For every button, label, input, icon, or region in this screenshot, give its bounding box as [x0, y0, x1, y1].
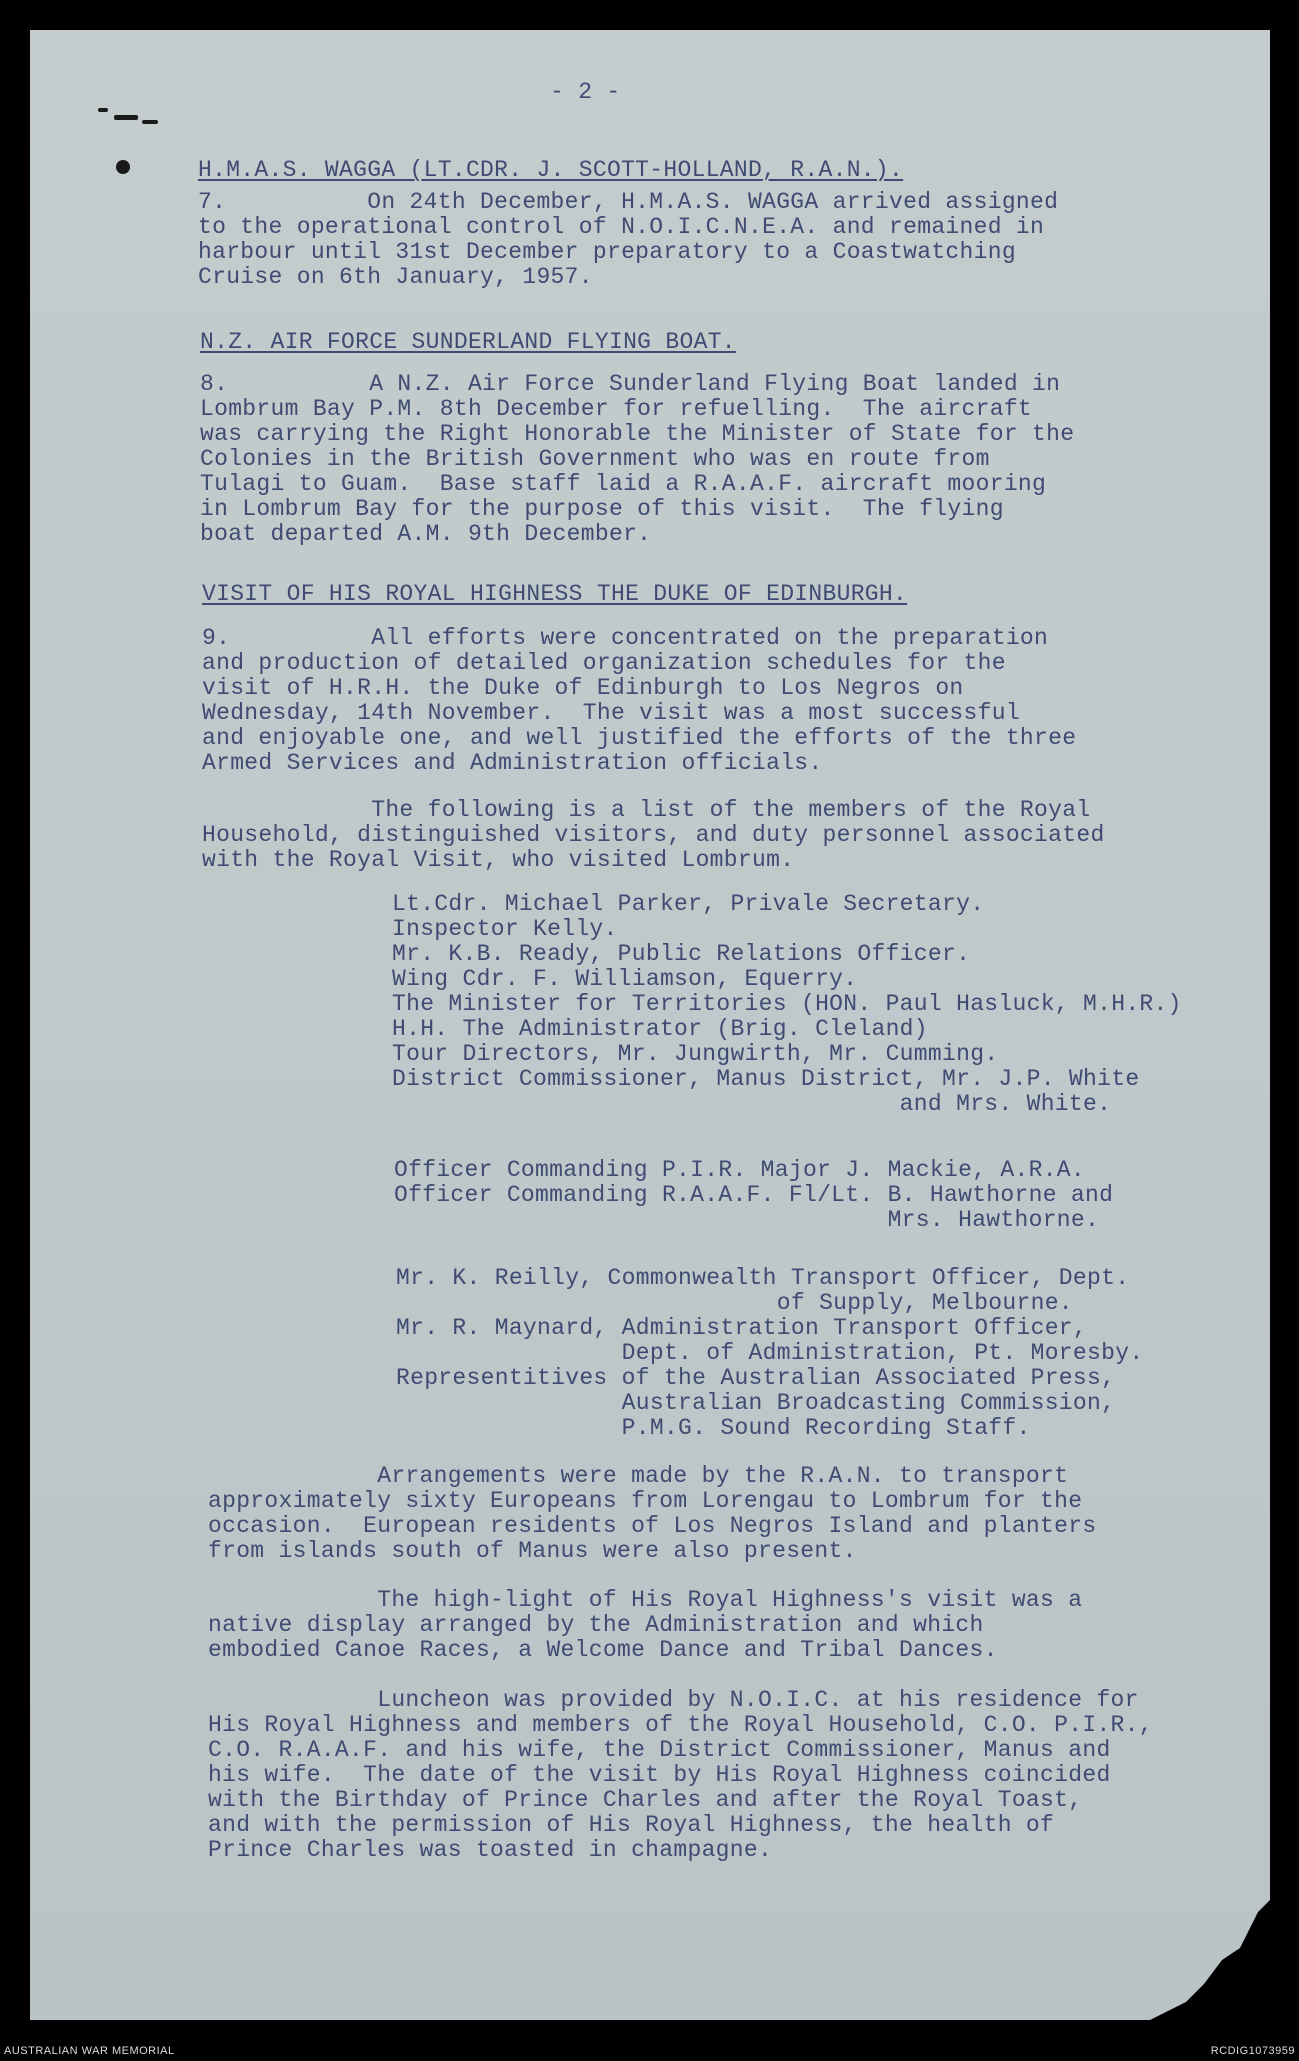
ink-mark [114, 115, 138, 120]
list-item: District Commissioner, Manus District, Mr. J.P. White [392, 1066, 1140, 1092]
text-line: The high-light of His Royal Highness's visit was a [208, 1587, 1083, 1613]
list-item: Inspector Kelly. [392, 916, 618, 942]
text-line: Tulagi to Guam. Base staff laid a R.A.A.F. aircraft mooring [200, 471, 1047, 497]
text-line: and enjoyable one, and well justified the efforts of the three [202, 725, 1077, 751]
list-item: Mr. K. Reilly, Commonwealth Transport Officer, Dept. [396, 1265, 1130, 1291]
ink-blot [116, 160, 130, 174]
ink-mark [142, 120, 158, 124]
text-line: Luncheon was provided by N.O.I.C. at his residence for [208, 1687, 1139, 1713]
list-item: Mrs. Hawthorne. [394, 1207, 1100, 1233]
list-item: Officer Commanding P.I.R. Major J. Mackie, A.R.A. [394, 1157, 1086, 1183]
text-line: approximately sixty Europeans from Lorengau to Lombrum for the [208, 1488, 1083, 1514]
text-line: in Lombrum Bay for the purpose of this visit. The flying [200, 496, 1004, 522]
text-line: his wife. The date of the visit by His Royal Highness coincided [208, 1762, 1111, 1788]
list-item: of Supply, Melbourne. [396, 1290, 1073, 1316]
list-item: and Mrs. White. [392, 1091, 1112, 1117]
list-item: Dept. of Administration, Pt. Moresby. [396, 1340, 1144, 1366]
list-item: Officer Commanding R.A.A.F. Fl/Lt. B. Hawthorne and [394, 1182, 1114, 1208]
text-line: with the Birthday of Prince Charles and after the Royal Toast, [208, 1787, 1083, 1813]
list-item: Wing Cdr. F. Williamson, Equerry. [392, 966, 858, 992]
list-item: P.M.G. Sound Recording Staff. [396, 1415, 1031, 1441]
text-line: Cruise on 6th January, 1957. [198, 264, 593, 290]
text-line: with the Royal Visit, who visited Lombrum. [202, 847, 795, 873]
section-heading-royal-visit: VISIT OF HIS ROYAL HIGHNESS THE DUKE OF EDINBURGH. [202, 581, 908, 607]
document-page [30, 30, 1270, 2020]
section-heading-wagga: H.M.A.S. WAGGA (LT.CDR. J. SCOTT-HOLLAND, R.A.N.). [198, 157, 904, 183]
page-number: - 2 - [550, 79, 621, 105]
text-line: His Royal Highness and members of the Royal Household, C.O. P.I.R., [208, 1712, 1153, 1738]
text-line: C.O. R.A.A.F. and his wife, the District Commissioner, Manus and [208, 1737, 1111, 1763]
footer-credit: AUSTRALIAN WAR MEMORIAL [4, 2045, 175, 2057]
list-item: Mr. K.B. Ready, Public Relations Officer. [392, 941, 971, 967]
text-line: embodied Canoe Races, a Welcome Dance and Tribal Dances. [208, 1637, 998, 1663]
text-line: to the operational control of N.O.I.C.N.E.A. and remained in [198, 214, 1045, 240]
text-line: visit of H.R.H. the Duke of Edinburgh to Los Negros on [202, 675, 964, 701]
text-line: Household, distinguished visitors, and duty personnel associated [202, 822, 1105, 848]
text-line: Armed Services and Administration officials. [202, 750, 823, 776]
text-line: occasion. European residents of Los Negros Island and planters [208, 1513, 1097, 1539]
text-line: boat departed A.M. 9th December. [200, 521, 652, 547]
text-line: Prince Charles was toasted in champagne. [208, 1837, 773, 1863]
text-line: from islands south of Manus were also present. [208, 1538, 857, 1564]
list-item: H.H. The Administrator (Brig. Cleland) [392, 1016, 928, 1042]
text-line: 9. All efforts were concentrated on the preparation [202, 625, 1049, 651]
torn-corner [1150, 1900, 1270, 2020]
text-line: harbour until 31st December preparatory to a Coastwatching [198, 239, 1016, 265]
text-line: Arrangements were made by the R.A.N. to transport [208, 1463, 1069, 1489]
text-line: and with the permission of His Royal Highness, the health of [208, 1812, 1055, 1838]
text-line: native display arranged by the Administration and which [208, 1612, 984, 1638]
section-heading-sunderland: N.Z. AIR FORCE SUNDERLAND FLYING BOAT. [200, 329, 736, 355]
list-item: Lt.Cdr. Michael Parker, Privale Secretary. [392, 891, 985, 917]
text-line: and production of detailed organization schedules for the [202, 650, 1006, 676]
ink-mark [98, 108, 108, 112]
text-line: 7. On 24th December, H.M.A.S. WAGGA arrived assigned [198, 189, 1059, 215]
list-item: Mr. R. Maynard, Administration Transport Officer, [396, 1315, 1088, 1341]
text-line: The following is a list of the members of the Royal [202, 797, 1091, 823]
text-line: Colonies in the British Government who was en route from [200, 446, 990, 472]
text-line: 8. A N.Z. Air Force Sunderland Flying Boat landed in [200, 371, 1061, 397]
text-line: was carrying the Right Honorable the Minister of State for the [200, 421, 1075, 447]
list-item: Australian Broadcasting Commission, [396, 1390, 1116, 1416]
list-item: Tour Directors, Mr. Jungwirth, Mr. Cumming. [392, 1041, 999, 1067]
list-item: Representitives of the Australian Associated Press, [396, 1365, 1116, 1391]
footer-id: RCDIG1073959 [1210, 2045, 1295, 2057]
list-item: The Minister for Territories (HON. Paul Hasluck, M.H.R.) [392, 991, 1182, 1017]
text-line: Lombrum Bay P.M. 8th December for refuelling. The aircraft [200, 396, 1033, 422]
text-line: Wednesday, 14th November. The visit was a most successful [202, 700, 1020, 726]
